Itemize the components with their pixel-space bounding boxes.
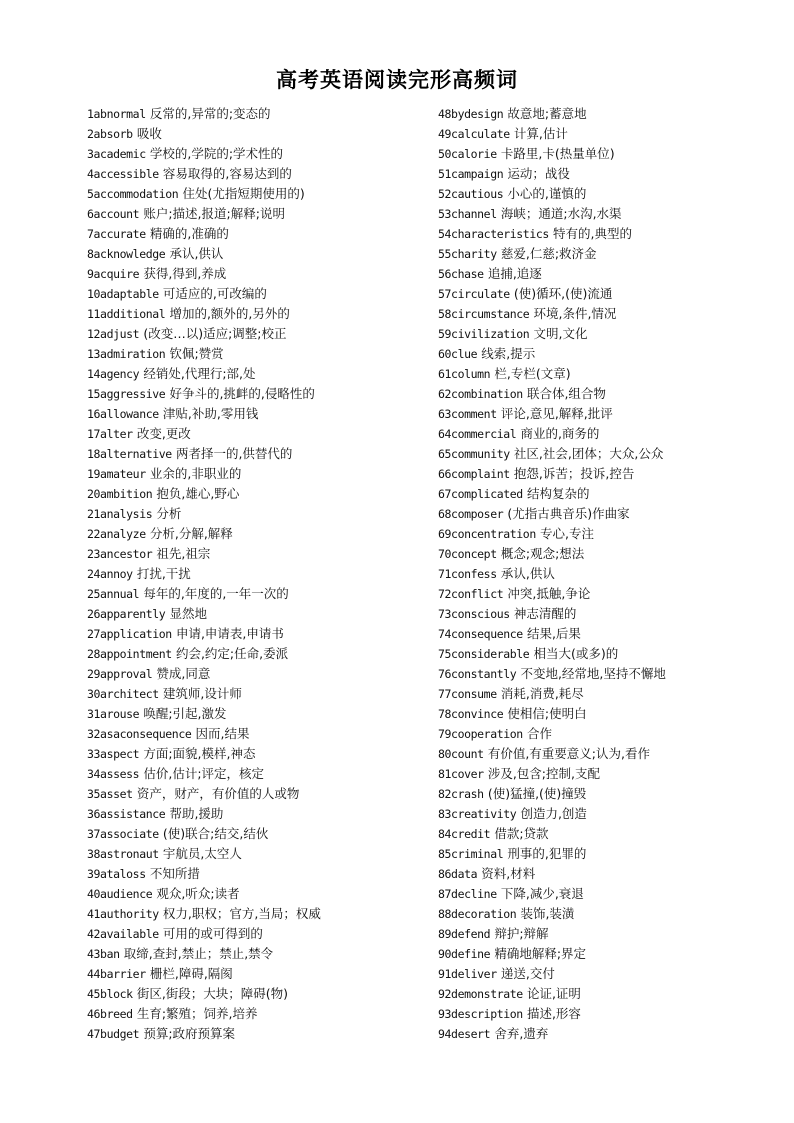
- vocab-definition: 账户;描述,报道;解释;说明: [143, 206, 285, 221]
- vocab-word: 74consequence: [438, 627, 523, 641]
- vocab-entry: [87, 184, 442, 204]
- vocab-word: 33aspect: [87, 747, 140, 761]
- vocab-definition: 不变地,经常地,坚持不懈地: [520, 666, 666, 681]
- vocab-word: 17alter: [87, 427, 133, 441]
- vocab-entry: [87, 204, 442, 224]
- vocab-word: 5accommodation: [87, 187, 179, 201]
- vocab-entry: [438, 344, 793, 364]
- vocab-definition: 海峡；通道;水沟,水渠: [500, 206, 622, 221]
- vocab-definition: 栅栏,障碍,隔阂: [149, 966, 233, 981]
- vocab-entry: [438, 544, 793, 564]
- vocab-word: 22analyze: [87, 527, 146, 541]
- vocab-definition: 因而,结果: [195, 726, 250, 741]
- vocab-entry: [87, 744, 442, 764]
- vocab-word: 3academic: [87, 147, 146, 161]
- vocab-definition: 分析,分解,解释: [149, 526, 233, 541]
- vocab-entry: [87, 944, 442, 964]
- vocab-word: 50calorie: [438, 147, 497, 161]
- vocab-definition: 神志清醒的: [513, 606, 577, 621]
- vocab-definition: (尤指古典音乐)作曲家: [507, 506, 630, 521]
- vocab-definition: 精确的,准确的: [149, 226, 229, 241]
- vocab-word: 67complicated: [438, 487, 523, 501]
- vocab-entry: [438, 104, 793, 124]
- vocab-entry: [438, 924, 793, 944]
- vocab-entry: [87, 224, 442, 244]
- left-word-list: [87, 104, 442, 1044]
- page-title: 高考英语阅读完形高频词: [276, 68, 518, 92]
- vocab-word: 63comment: [438, 407, 497, 421]
- vocab-entry: [438, 484, 793, 504]
- vocab-word: 25annual: [87, 587, 140, 601]
- vocab-word: 19amateur: [87, 467, 146, 481]
- vocab-entry: [438, 304, 793, 324]
- vocab-entry: [438, 824, 793, 844]
- vocab-definition: (改变…以)适应;调整;校正: [143, 326, 287, 341]
- vocab-entry: [438, 444, 793, 464]
- vocab-entry: [438, 804, 793, 824]
- vocab-definition: 反常的,异常的;变态的: [149, 106, 271, 121]
- vocab-definition: 涉及,包含;控制,支配: [487, 766, 600, 781]
- vocab-entry: [438, 244, 793, 264]
- vocab-word: 39ataloss: [87, 867, 146, 881]
- vocab-entry: [87, 564, 442, 584]
- vocab-word: 54characteristics: [438, 227, 549, 241]
- vocab-entry: [87, 264, 442, 284]
- vocab-entry: [438, 684, 793, 704]
- vocab-entry: [87, 384, 442, 404]
- vocab-entry: [438, 584, 793, 604]
- vocab-word: 1abnormal: [87, 107, 146, 121]
- vocab-entry: [438, 664, 793, 684]
- vocab-word: 91deliver: [438, 967, 497, 981]
- vocab-definition: 观众,听众;读者: [156, 886, 240, 901]
- vocab-word: 15aggressive: [87, 387, 166, 401]
- vocab-definition: (使)联合;结交,结伙: [162, 826, 269, 841]
- vocab-word: 34assess: [87, 767, 140, 781]
- vocab-entry: [438, 904, 793, 924]
- vocab-definition: 承认,供认: [500, 566, 555, 581]
- vocab-entry: [87, 924, 442, 944]
- vocab-word: 20ambition: [87, 487, 153, 501]
- vocab-entry: [87, 344, 442, 364]
- vocab-definition: 评论,意见,解释,批评: [500, 406, 613, 421]
- vocab-entry: [87, 284, 442, 304]
- vocab-definition: 有价值,有重要意义;认为,看作: [487, 746, 650, 761]
- vocab-definition: 结果,后果: [526, 626, 581, 641]
- vocab-entry: [87, 484, 442, 504]
- vocab-definition: 改变,更改: [136, 426, 191, 441]
- vocab-definition: 冲突,抵触,争论: [507, 586, 591, 601]
- vocab-word: 28appointment: [87, 647, 172, 661]
- vocab-definition: 舍弃,遗弃: [494, 1026, 549, 1041]
- vocab-definition: 容易取得的,容易达到的: [162, 166, 292, 181]
- vocab-entry: [87, 444, 442, 464]
- vocab-word: 37associate: [87, 827, 159, 841]
- vocab-definition: 每年的,年度的,一年一次的: [143, 586, 289, 601]
- vocab-entry: [438, 144, 793, 164]
- vocab-word: 9acquire: [87, 267, 140, 281]
- vocab-word: 92demonstrate: [438, 987, 523, 1001]
- vocab-word: 73conscious: [438, 607, 510, 621]
- vocab-word: 83creativity: [438, 807, 517, 821]
- vocab-entry: [438, 464, 793, 484]
- vocab-word: 88decoration: [438, 907, 517, 921]
- vocab-word: 10adaptable: [87, 287, 159, 301]
- vocab-entry: [438, 1004, 793, 1024]
- vocab-definition: 装饰,装潢: [520, 906, 575, 921]
- vocab-entry: [438, 324, 793, 344]
- vocab-entry: [438, 604, 793, 624]
- vocab-definition: 特有的,典型的: [553, 226, 633, 241]
- vocab-entry: [87, 364, 442, 384]
- vocab-word: 51campaign: [438, 167, 504, 181]
- vocab-word: 29approval: [87, 667, 153, 681]
- vocab-entry: [87, 984, 442, 1004]
- vocab-word: 16allowance: [87, 407, 159, 421]
- vocab-word: 2absorb: [87, 127, 133, 141]
- vocab-word: 47budget: [87, 1027, 140, 1041]
- vocab-entry: [438, 844, 793, 864]
- vocab-word: 6account: [87, 207, 140, 221]
- vocab-definition: 估价,估计;评定，核定: [143, 766, 265, 781]
- vocab-definition: 抱负,雄心,野心: [156, 486, 240, 501]
- vocab-definition: 运动；战役: [507, 166, 570, 181]
- vocab-definition: 商业的,商务的: [520, 426, 600, 441]
- vocab-definition: 住处(尤指短期使用的): [182, 186, 305, 201]
- vocab-entry: [87, 524, 442, 544]
- vocab-definition: 承认,供认: [169, 246, 224, 261]
- vocab-definition: 线索,提示: [481, 346, 536, 361]
- vocab-word: 14agency: [87, 367, 140, 381]
- vocab-entry: [438, 744, 793, 764]
- vocab-definition: 刑事的,犯罪的: [507, 846, 587, 861]
- vocab-word: 93description: [438, 1007, 523, 1021]
- vocab-word: 45block: [87, 987, 133, 1001]
- vocab-definition: 帮助,援助: [169, 806, 224, 821]
- vocab-entry: [438, 384, 793, 404]
- vocab-entry: [87, 324, 442, 344]
- vocab-entry: [438, 204, 793, 224]
- vocab-word: 94desert: [438, 1027, 491, 1041]
- vocab-entry: [438, 564, 793, 584]
- vocab-definition: 约会,约定;任命,委派: [175, 646, 289, 661]
- vocab-word: 89defend: [438, 927, 491, 941]
- vocab-entry: [87, 684, 442, 704]
- vocab-word: 13admiration: [87, 347, 166, 361]
- vocab-definition: 使相信;使明白: [507, 706, 587, 721]
- vocab-word: 42available: [87, 927, 159, 941]
- vocab-word: 27application: [87, 627, 172, 641]
- vocab-definition: 津贴,补助,零用钱: [162, 406, 259, 421]
- vocab-definition: 文明,文化: [533, 326, 588, 341]
- vocab-word: 53channel: [438, 207, 497, 221]
- vocab-entry: [87, 104, 442, 124]
- vocab-word: 80count: [438, 747, 484, 761]
- vocab-word: 18alternative: [87, 447, 172, 461]
- vocab-definition: 可适应的,可改编的: [162, 286, 267, 301]
- vocab-definition: 环境,条件,情况: [533, 306, 617, 321]
- vocab-entry: [87, 804, 442, 824]
- vocab-entry: [87, 584, 442, 604]
- vocab-word: 68composer: [438, 507, 504, 521]
- vocab-word: 59civilization: [438, 327, 530, 341]
- vocab-definition: 追捕,追逐: [487, 266, 542, 281]
- vocab-entry: [87, 424, 442, 444]
- vocab-entry: [87, 544, 442, 564]
- vocab-definition: 不知所措: [149, 866, 200, 881]
- vocab-word: 7accurate: [87, 227, 146, 241]
- vocab-entry: [438, 404, 793, 424]
- vocab-word: 46breed: [87, 1007, 133, 1021]
- vocab-word: 57circulate: [438, 287, 510, 301]
- vocab-entry: [438, 424, 793, 444]
- vocab-word: 49calculate: [438, 127, 510, 141]
- vocab-entry: [87, 1024, 442, 1044]
- vocab-entry: [87, 664, 442, 684]
- vocab-word: 71confess: [438, 567, 497, 581]
- vocab-definition: 消耗,消费,耗尽: [500, 686, 584, 701]
- vocab-word: 77consume: [438, 687, 497, 701]
- vocab-entry: [438, 864, 793, 884]
- vocab-definition: 获得,得到,养成: [143, 266, 227, 281]
- vocab-definition: (使)循环,(使)流通: [513, 286, 613, 301]
- vocab-word: 32asaconsequence: [87, 727, 192, 741]
- vocab-entry: [438, 944, 793, 964]
- vocab-entry: [87, 244, 442, 264]
- vocab-entry: [438, 624, 793, 644]
- vocab-definition: 打扰,干扰: [136, 566, 191, 581]
- vocab-word: 11additional: [87, 307, 166, 321]
- vocab-definition: 精确地解释;界定: [494, 946, 587, 961]
- vocab-definition: 分析: [156, 506, 182, 521]
- vocab-word: 60clue: [438, 347, 478, 361]
- vocab-word: 69concentration: [438, 527, 536, 541]
- vocab-entry: [87, 304, 442, 324]
- vocab-definition: 描述,形容: [526, 1006, 581, 1021]
- vocab-word: 81cover: [438, 767, 484, 781]
- vocab-definition: 递送,交付: [500, 966, 555, 981]
- vocab-entry: [438, 124, 793, 144]
- vocab-definition: (使)猛撞,(使)撞毁: [487, 786, 587, 801]
- vocab-word: 87decline: [438, 887, 497, 901]
- vocab-entry: [438, 784, 793, 804]
- vocab-definition: 栏,专栏(文章): [494, 366, 571, 381]
- vocab-definition: 吸收: [136, 126, 162, 141]
- vocab-entry: [87, 704, 442, 724]
- vocab-definition: 辩护;辩解: [494, 926, 549, 941]
- vocab-definition: 街区,街段；大块；障碍(物): [136, 986, 289, 1001]
- vocab-word: 40audience: [87, 887, 153, 901]
- vocab-word: 78convince: [438, 707, 504, 721]
- vocab-definition: 取缔,查封,禁止；禁止,禁令: [123, 946, 274, 961]
- vocab-entry: [87, 844, 442, 864]
- vocab-word: 79cooperation: [438, 727, 523, 741]
- vocab-entry: [87, 864, 442, 884]
- vocab-definition: 增加的,额外的,另外的: [169, 306, 290, 321]
- vocab-entry: [438, 264, 793, 284]
- vocab-word: 55charity: [438, 247, 497, 261]
- vocab-definition: 预算;政府预算案: [143, 1026, 236, 1041]
- vocab-entry: [87, 964, 442, 984]
- vocab-word: 76constantly: [438, 667, 517, 681]
- vocab-word: 86data: [438, 867, 478, 881]
- vocab-word: 24annoy: [87, 567, 133, 581]
- vocab-definition: 权力,职权；官方,当局；权威: [162, 906, 321, 921]
- vocab-definition: 方面;面貌,模样,神态: [143, 746, 256, 761]
- vocab-definition: 宇航员,太空人: [162, 846, 242, 861]
- vocab-definition: 好争斗的,挑衅的,侵略性的: [169, 386, 315, 401]
- vocab-definition: 业余的,非职业的: [149, 466, 242, 481]
- vocab-entry: [87, 1004, 442, 1024]
- vocab-word: 23ancestor: [87, 547, 153, 561]
- vocab-entry: [438, 1024, 793, 1044]
- vocab-word: 66complaint: [438, 467, 510, 481]
- vocab-word: 56chase: [438, 267, 484, 281]
- vocab-entry: [87, 904, 442, 924]
- vocab-definition: 赞成,同意: [156, 666, 211, 681]
- vocab-word: 36assistance: [87, 807, 166, 821]
- vocab-entry: [438, 644, 793, 664]
- vocab-entry: [87, 164, 442, 184]
- vocab-definition: 唤醒;引起,激发: [143, 706, 227, 721]
- vocab-word: 21analysis: [87, 507, 153, 521]
- vocab-word: 65community: [438, 447, 510, 461]
- vocab-word: 58circumstance: [438, 307, 530, 321]
- vocab-definition: 抱怨,诉苦；投诉,控告: [513, 466, 635, 481]
- vocab-definition: 专心,专注: [540, 526, 594, 541]
- vocab-definition: 两者择一的,供替代的: [175, 446, 293, 461]
- vocab-entry: [438, 284, 793, 304]
- vocab-word: 44barrier: [87, 967, 146, 981]
- vocab-word: 26apparently: [87, 607, 166, 621]
- vocab-word: 8acknowledge: [87, 247, 166, 261]
- vocab-entry: [438, 504, 793, 524]
- vocab-definition: 申请,申请表,申请书: [175, 626, 284, 641]
- vocab-definition: 卡路里,卡(热量单位): [500, 146, 615, 161]
- vocab-word: 62combination: [438, 387, 523, 401]
- vocab-definition: 下降,减少,衰退: [500, 886, 584, 901]
- vocab-definition: 论证,证明: [526, 986, 581, 1001]
- vocab-entry: [438, 964, 793, 984]
- vocab-definition: 资料,材料: [481, 866, 536, 881]
- vocab-word: 85criminal: [438, 847, 504, 861]
- vocab-word: 61column: [438, 367, 491, 381]
- vocab-word: 70concept: [438, 547, 497, 561]
- vocab-word: 72conflict: [438, 587, 504, 601]
- vocab-word: 48bydesign: [438, 107, 504, 121]
- vocab-word: 4accessible: [87, 167, 159, 181]
- vocab-entry: [87, 884, 442, 904]
- vocab-entry: [87, 504, 442, 524]
- vocab-definition: 学校的,学院的;学术性的: [149, 146, 284, 161]
- vocab-word: 52cautious: [438, 187, 504, 201]
- vocab-word: 84credit: [438, 827, 491, 841]
- vocab-entry: [438, 224, 793, 244]
- vocab-word: 12adjust: [87, 327, 140, 341]
- vocab-entry: [438, 884, 793, 904]
- vocab-entry: [438, 364, 793, 384]
- vocab-definition: 概念;观念;想法: [500, 546, 585, 561]
- vocab-entry: [87, 624, 442, 644]
- vocab-word: 64commercial: [438, 427, 517, 441]
- vocab-definition: 小心的,谨慎的: [507, 186, 587, 201]
- vocab-definition: 可用的或可得到的: [162, 926, 263, 941]
- vocab-entry: [87, 604, 442, 624]
- vocab-entry: [87, 724, 442, 744]
- vocab-definition: 资产，财产，有价值的人或物: [136, 786, 300, 801]
- vocab-entry: [87, 764, 442, 784]
- vocab-definition: 钦佩;赞赏: [169, 346, 224, 361]
- vocab-entry: [87, 644, 442, 664]
- vocab-definition: 慈爱,仁慈;救济金: [500, 246, 597, 261]
- vocab-definition: 经销处,代理行;部,处: [143, 366, 256, 381]
- vocab-entry: [87, 144, 442, 164]
- vocab-word: 41authority: [87, 907, 159, 921]
- vocab-entry: [87, 464, 442, 484]
- vocab-definition: 建筑师,设计师: [162, 686, 242, 701]
- vocab-definition: 社区,社会,团体；大众,公众: [513, 446, 664, 461]
- vocab-definition: 祖先,祖宗: [156, 546, 211, 561]
- vocab-definition: 合作: [526, 726, 552, 741]
- vocab-word: 38astronaut: [87, 847, 159, 861]
- vocab-definition: 借款;贷款: [494, 826, 549, 841]
- vocab-entry: [87, 124, 442, 144]
- vocab-entry: [87, 404, 442, 424]
- vocab-word: 75considerable: [438, 647, 530, 661]
- vocab-definition: 生育;繁殖；饲养,培养: [136, 1006, 258, 1021]
- vocab-entry: [438, 984, 793, 1004]
- vocab-entry: [87, 824, 442, 844]
- vocab-definition: 相当大(或多)的: [533, 646, 619, 661]
- vocab-definition: 故意地;蓄意地: [507, 106, 587, 121]
- vocab-word: 35asset: [87, 787, 133, 801]
- vocab-entry: [438, 764, 793, 784]
- vocab-definition: 联合体,组合物: [526, 386, 606, 401]
- vocab-entry: [438, 184, 793, 204]
- vocab-entry: [87, 784, 442, 804]
- vocab-word: 31arouse: [87, 707, 140, 721]
- vocab-definition: 创造力,创造: [520, 806, 587, 821]
- vocab-entry: [438, 724, 793, 744]
- vocab-word: 43ban: [87, 947, 120, 961]
- vocab-entry: [438, 704, 793, 724]
- vocab-word: 30architect: [87, 687, 159, 701]
- vocab-definition: 计算,估计: [513, 126, 568, 141]
- vocab-definition: 显然地: [169, 606, 207, 621]
- vocab-word: 90define: [438, 947, 491, 961]
- vocab-definition: 结构复杂的: [526, 486, 590, 501]
- vocab-entry: [438, 164, 793, 184]
- vocab-entry: [438, 524, 793, 544]
- vocab-word: 82crash: [438, 787, 484, 801]
- right-word-list: [438, 104, 793, 1044]
